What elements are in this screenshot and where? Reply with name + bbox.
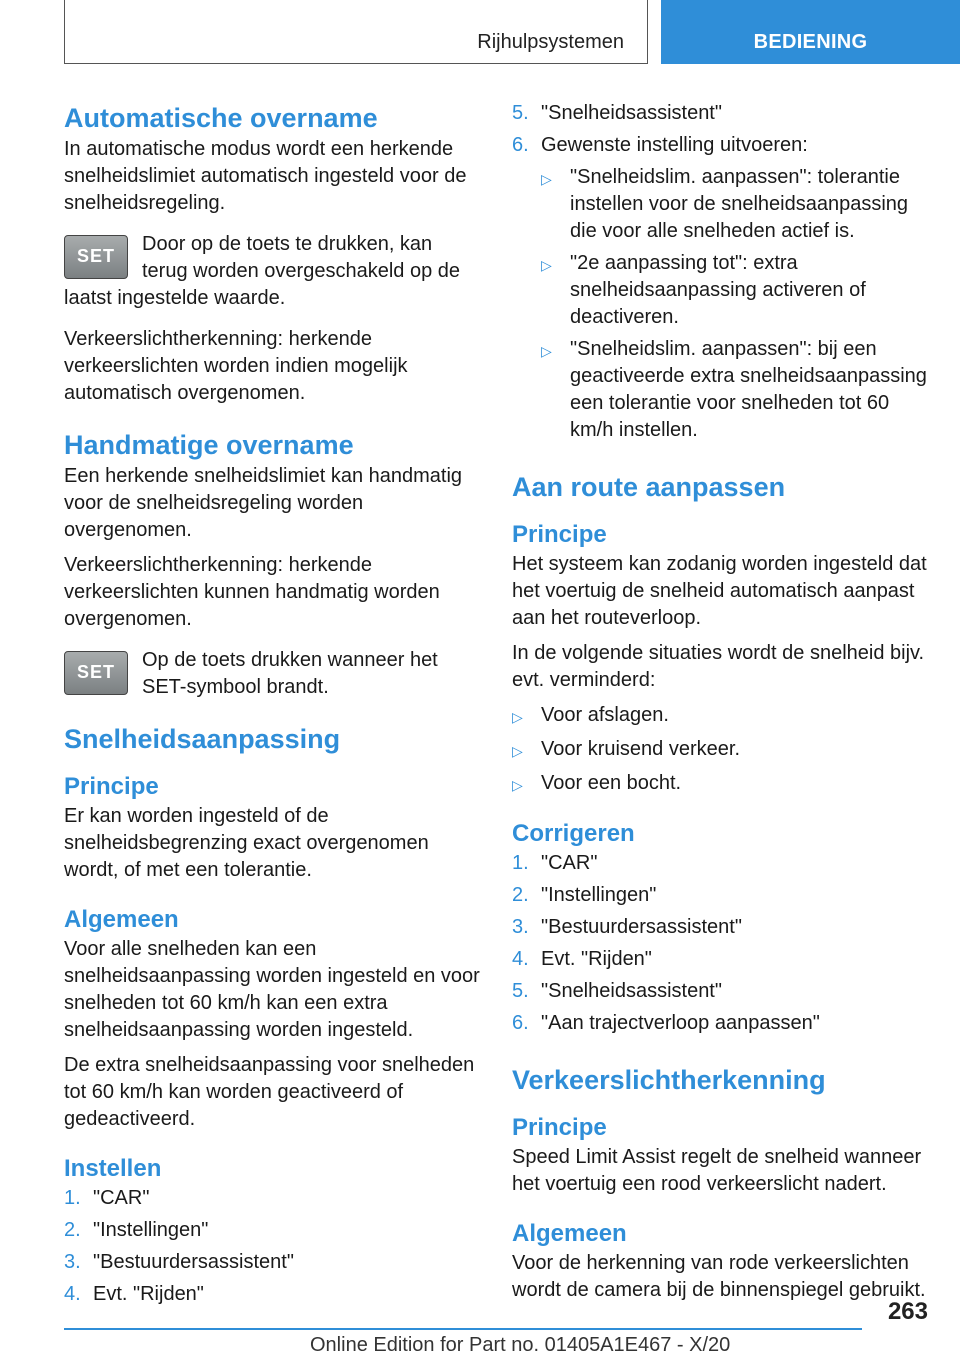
list-item: 2. "Instellingen" [512, 884, 657, 906]
page-number: 263 [887, 1298, 928, 1325]
paragraph: Verkeerslichtherkenning: herkende verkeerslichten worden indien mogelijk automatisch overgenomen. [64, 328, 408, 404]
list-item: 5. "Snelheidsassistent" [512, 980, 722, 1002]
triangle-right-icon: ▷ [541, 257, 552, 273]
list-item: 4. Evt. "Rijden" [64, 1283, 204, 1305]
paragraph: Op de toets drukken wanneer het SET-symbool brandt. [142, 649, 438, 698]
list-item: 5. "Snelheidsassistent" [512, 102, 722, 124]
list-item: ▷ Voor afslagen. [512, 702, 930, 731]
paragraph: In de volgende situaties wordt de snelheid bijv. evt. verminderd: [512, 642, 925, 691]
steps-list-continued [512, 100, 930, 159]
set-button-icon: SET [64, 235, 128, 279]
heading-corrigeren: Corrigeren [512, 820, 635, 847]
heading-principe: Principe [64, 773, 159, 800]
triangle-right-icon: ▷ [512, 743, 523, 759]
list-item: 1. "CAR" [512, 852, 598, 874]
paragraph: Voor de herkenning van rode verkeerslichten wordt de camera bij de binnenspiegel gebruikt. [512, 1252, 926, 1301]
list-item: ▷ "Snelheidslim. aanpassen": tolerantie instellen voor de snelheidsaanpassing die voor alle snelheden actief is. [541, 164, 930, 245]
list-item: 3. "Bestuurdersassistent" [512, 916, 742, 938]
corrigeren-steps-list [512, 850, 930, 1037]
heading-algemeen: Algemeen [512, 1220, 627, 1247]
triangle-right-icon: ▷ [512, 777, 523, 793]
footer-edition: Online Edition for Part no. 01405A1E467 - X/20 [310, 1334, 731, 1356]
left-column [64, 100, 480, 1313]
heading-instellen: Instellen [64, 1155, 162, 1182]
list-item: ▷ "2e aanpassing tot": extra snelheidsaanpassing activeren of deactiveren. [541, 250, 930, 331]
paragraph: Een herkende snelheidslimiet kan handmatig voor de snelheidsregeling worden overgenomen. [64, 465, 463, 541]
paragraph: De extra snelheidsaanpassing voor snelheden tot 60 km/h kan worden geactiveerd of gedeactiveerd. [64, 1054, 475, 1130]
paragraph: Voor alle snelheden kan een snelheidsaanpassing worden ingesteld en voor snelheden tot 60 km/h kan een extra snelheidsaanpassing worden ingesteld. [64, 938, 480, 1041]
triangle-right-icon: ▷ [541, 171, 552, 187]
heading-aan-route-aanpassen: Aan route aanpassen [512, 472, 786, 502]
paragraph: In automatische modus wordt een herkende snelheidslimiet automatisch ingesteld voor de snelheidsregeling. [64, 138, 467, 214]
list-item: ▷ Voor kruisend verkeer. [512, 736, 930, 765]
list-item: 3. "Bestuurdersassistent" [64, 1251, 294, 1273]
triangle-right-icon: ▷ [541, 343, 552, 359]
heading-handmatige-overname: Handmatige overname [64, 430, 354, 460]
list-item: ▷ Voor een bocht. [512, 770, 930, 799]
list-item: 2. "Instellingen" [64, 1219, 209, 1241]
situations-list [512, 702, 930, 799]
steps-list [64, 1185, 480, 1308]
paragraph: Door op de toets te drukken, kan terug worden overgeschakeld op de laatst ingestelde waarde. [64, 233, 460, 309]
triangle-right-icon: ▷ [512, 709, 523, 725]
footer-divider [64, 1328, 862, 1330]
paragraph: Het systeem kan zodanig worden ingesteld dat het voertuig de snelheid automatisch aanpast aan het routeverloop. [512, 553, 927, 629]
paragraph: Er kan worden ingesteld of de snelheidsbegrenzing exact overgenomen wordt, of met een tolerantie. [64, 805, 429, 881]
list-item: 1. "CAR" [64, 1187, 150, 1209]
heading-snelheidsaanpassing: Snelheidsaanpassing [64, 724, 341, 754]
sub-bullet-list [541, 164, 930, 444]
heading-verkeerslichtherkenning: Verkeerslichtherkenning [512, 1065, 826, 1095]
list-item: ▷ "Snelheidslim. aanpassen": bij een geactiveerde extra snelheidsaanpassing een tolerantie voor snelheden tot 60 km/h instellen. [541, 336, 930, 444]
set-note [64, 647, 480, 701]
chapter-tab: BEDIENING [661, 0, 960, 64]
set-note [64, 231, 480, 312]
list-item: 4. Evt. "Rijden" [512, 948, 652, 970]
heading-algemeen: Algemeen [64, 906, 179, 933]
list-item: 6. Gewenste instelling uitvoeren: [512, 134, 808, 156]
heading-principe: Principe [512, 521, 607, 548]
list-item: 6. "Aan trajectverloop aanpassen" [512, 1012, 820, 1034]
heading-automatische-overname: Automatische overname [64, 103, 378, 133]
right-column [512, 100, 930, 1304]
set-button-icon: SET [64, 651, 128, 695]
paragraph: Speed Limit Assist regelt de snelheid wanneer het voertuig een rood verkeerslicht nadert. [512, 1146, 922, 1195]
heading-principe: Principe [512, 1114, 607, 1141]
section-title: Rijhulpsystemen [477, 31, 624, 53]
paragraph: Verkeerslichtherkenning: herkende verkeerslichten kunnen handmatig worden overgenomen. [64, 554, 440, 630]
